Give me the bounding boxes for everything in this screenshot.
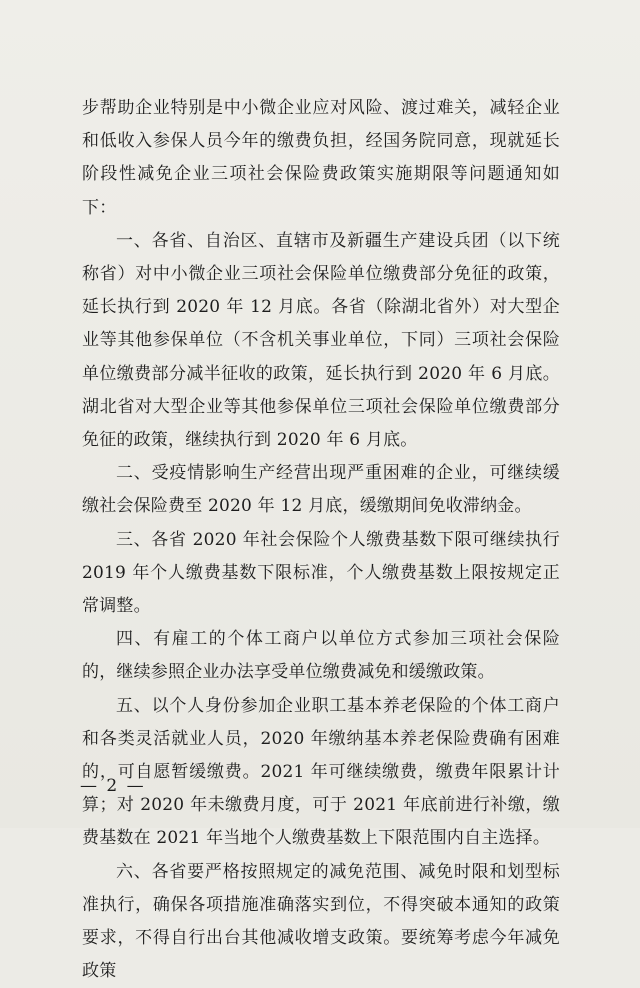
paragraph-item-1: 一、各省、自治区、直辖市及新疆生产建设兵团（以下统称省）对中小微企业三项社会保险单位缴费部分免征的政策，延长执行到 2020 年 12 月底。各省（除湖北省外）对大型企业等其他参保单位（不含机关事业单位，下同）三项社会保险单位缴费部分减半征收的政策，延长执行到 2020 年 6 月底。湖北省对大型企业等其他参保单位三项社会保险单位缴费部分免征的政策，继续执行到 2020 年 6 月底。 xyxy=(82,230,560,451)
paragraph-item-6: 六、各省要严格按照规定的减免范围、减免时限和划型标准执行，确保各项措施准确落实到位，不得突破本通知的政策要求，不得自行出台其他减收增支政策。要统筹考虑今年减免政策 xyxy=(82,861,560,982)
paragraph-item-4: 四、有雇工的个体工商户以单位方式参加三项社会保险的，继续参照企业办法享受单位缴费减免和缓缴政策。 xyxy=(82,629,560,683)
paragraph-item-5: 五、以个人身份参加企业职工基本养老保险的个体工商户和各类灵活就业人员，2020 年缴纳基本养老保险费确有困难的，可自愿暂缓缴费。2021 年可继续缴费，缴费年限累计计算；对 2020 年未缴费月度，可于 2021 年底前进行补缴，缴费基数在 2021 年当地个人缴费基数上下限范围内自主选择。 xyxy=(82,695,560,849)
paragraph-item-2: 二、受疫情影响生产经营出现严重困难的企业，可继续缓缴社会保险费至 2020 年 12 月底，缓缴期间免收滞纳金。 xyxy=(82,463,560,517)
paragraph-continuation: 步帮助企业特别是中小微企业应对风险、渡过难关，减轻企业和低收入参保人员今年的缴费负担，经国务院同意，现就延长阶段性减免企业三项社会保险费政策实施期限等问题通知如下： xyxy=(82,98,560,218)
document-body xyxy=(82,92,560,988)
page-number: — 2 — xyxy=(80,776,146,796)
paragraph-item-3: 三、各省 2020 年社会保险个人缴费基数下限可继续执行 2019 年个人缴费基数下限标准，个人缴费基数上限按规定正常调整。 xyxy=(82,529,560,617)
